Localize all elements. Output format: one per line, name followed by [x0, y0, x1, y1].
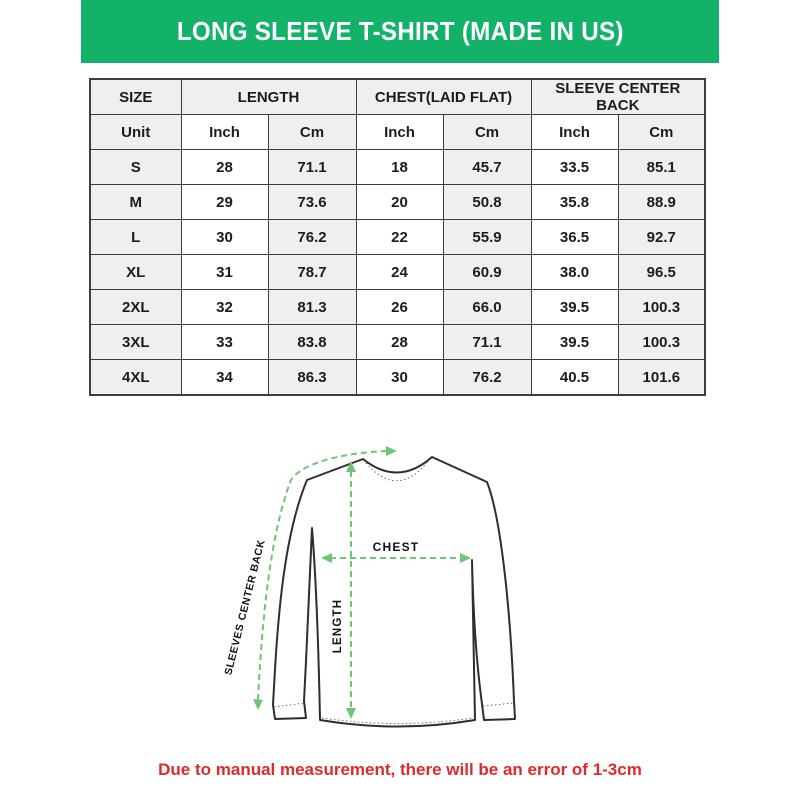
value-cell: 30	[356, 360, 443, 396]
size-cell: S	[90, 150, 181, 185]
table-header-row	[90, 79, 705, 115]
value-cell: 28	[356, 325, 443, 360]
table-row	[90, 325, 705, 360]
table-row	[90, 255, 705, 290]
col-header-size: SIZE	[90, 79, 181, 115]
sleeve-center-back-label: SLEEVES CENTER BACK	[222, 538, 268, 677]
value-cell: 50.8	[443, 185, 531, 220]
value-cell: 73.6	[268, 185, 356, 220]
value-cell: 36.5	[531, 220, 618, 255]
table-row	[90, 185, 705, 220]
value-cell: 71.1	[443, 325, 531, 360]
unit-cm: Cm	[618, 115, 705, 150]
value-cell: 78.7	[268, 255, 356, 290]
shirt-outline	[273, 457, 515, 727]
unit-row	[90, 115, 705, 150]
table-row	[90, 150, 705, 185]
value-cell: 60.9	[443, 255, 531, 290]
value-cell: 83.8	[268, 325, 356, 360]
unit-label: Unit	[90, 115, 181, 150]
value-cell: 39.5	[531, 290, 618, 325]
col-header-chest: CHEST(LAID FLAT)	[356, 79, 531, 115]
value-cell: 96.5	[618, 255, 705, 290]
size-table	[89, 78, 706, 396]
value-cell: 100.3	[618, 325, 705, 360]
size-cell: 4XL	[90, 360, 181, 396]
shirt-measurement-diagram	[220, 430, 580, 750]
size-cell: XL	[90, 255, 181, 290]
value-cell: 81.3	[268, 290, 356, 325]
value-cell: 38.0	[531, 255, 618, 290]
size-cell: M	[90, 185, 181, 220]
table-row	[90, 360, 705, 396]
value-cell: 33	[181, 325, 268, 360]
size-cell: 2XL	[90, 290, 181, 325]
page-title: LONG SLEEVE T-SHIRT (MADE IN US)	[176, 16, 624, 46]
value-cell: 55.9	[443, 220, 531, 255]
value-cell: 85.1	[618, 150, 705, 185]
unit-cm: Cm	[268, 115, 356, 150]
value-cell: 18	[356, 150, 443, 185]
value-cell: 32	[181, 290, 268, 325]
size-cell: 3XL	[90, 325, 181, 360]
chest-label: CHEST	[372, 540, 420, 554]
unit-cm: Cm	[443, 115, 531, 150]
value-cell: 35.8	[531, 185, 618, 220]
value-cell: 86.3	[268, 360, 356, 396]
measurement-disclaimer: Due to manual measurement, there will be an error of 1-3cm	[158, 760, 642, 779]
value-cell: 76.2	[443, 360, 531, 396]
unit-inch: Inch	[181, 115, 268, 150]
length-label: LENGTH	[332, 598, 344, 654]
value-cell: 26	[356, 290, 443, 325]
value-cell: 28	[181, 150, 268, 185]
value-cell: 71.1	[268, 150, 356, 185]
col-header-length: LENGTH	[181, 79, 356, 115]
unit-inch: Inch	[531, 115, 618, 150]
col-header-sleeve: SLEEVE CENTER BACK	[531, 79, 705, 115]
value-cell: 45.7	[443, 150, 531, 185]
table-row	[90, 290, 705, 325]
value-cell: 40.5	[531, 360, 618, 396]
value-cell: 20	[356, 185, 443, 220]
size-cell: L	[90, 220, 181, 255]
value-cell: 22	[356, 220, 443, 255]
value-cell: 29	[181, 185, 268, 220]
value-cell: 66.0	[443, 290, 531, 325]
table-row	[90, 220, 705, 255]
unit-inch: Inch	[356, 115, 443, 150]
value-cell: 34	[181, 360, 268, 396]
value-cell: 100.3	[618, 290, 705, 325]
value-cell: 101.6	[618, 360, 705, 396]
value-cell: 76.2	[268, 220, 356, 255]
title-banner	[81, 0, 719, 63]
value-cell: 33.5	[531, 150, 618, 185]
value-cell: 92.7	[618, 220, 705, 255]
value-cell: 31	[181, 255, 268, 290]
value-cell: 39.5	[531, 325, 618, 360]
value-cell: 30	[181, 220, 268, 255]
value-cell: 88.9	[618, 185, 705, 220]
value-cell: 24	[356, 255, 443, 290]
